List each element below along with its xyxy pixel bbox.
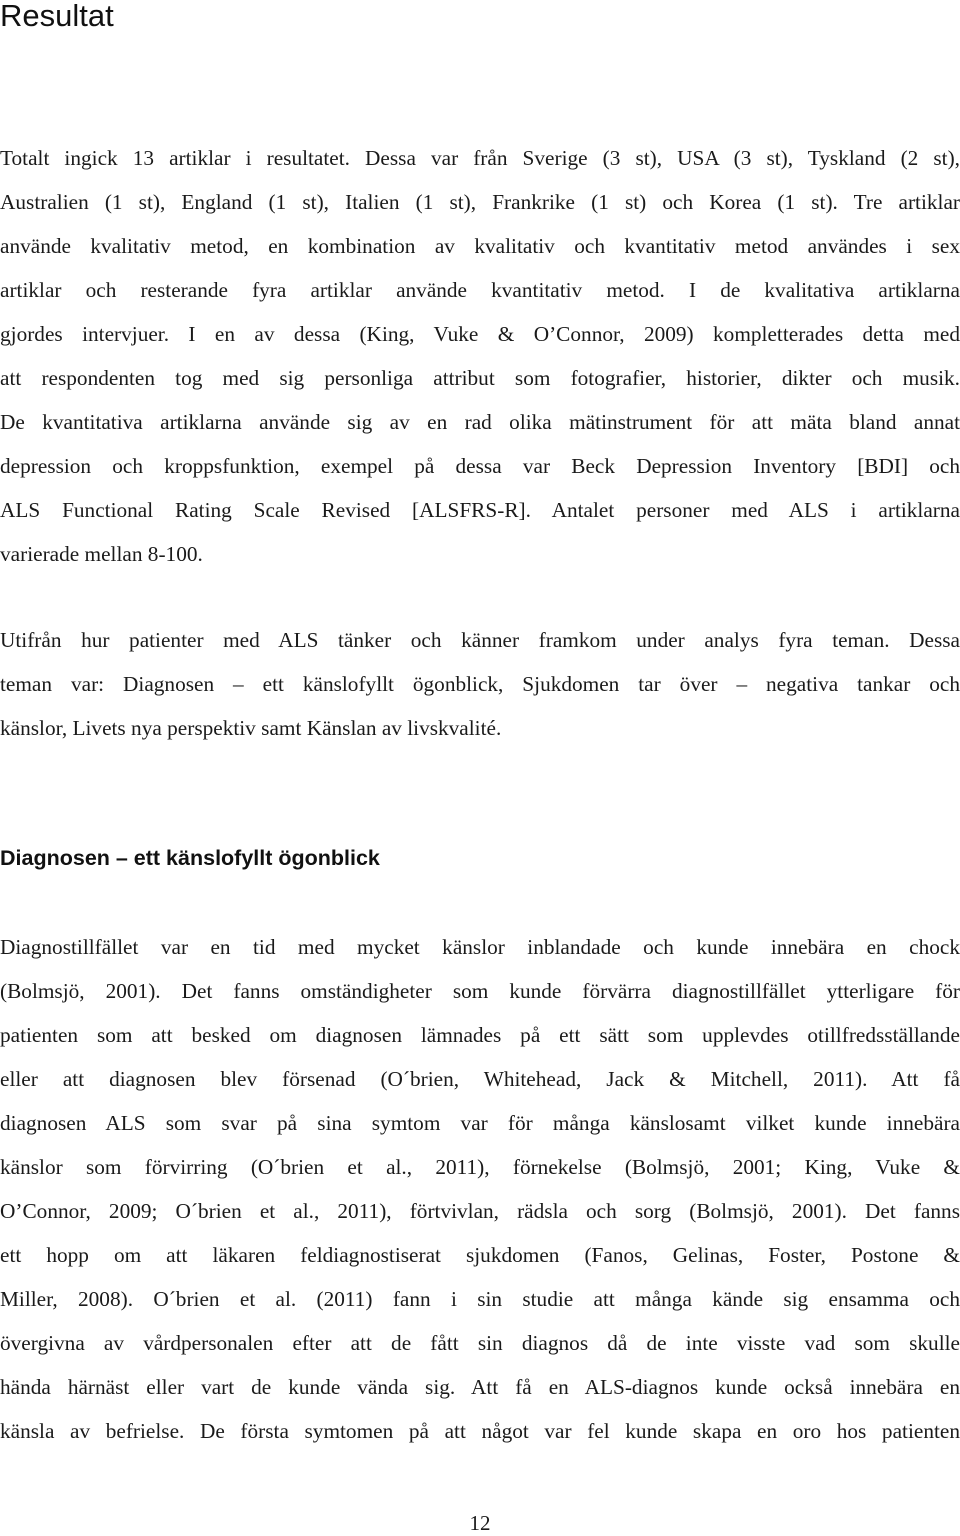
text-line: känslor, Livets nya perspektiv samt Känslan av livskvalité. — [0, 716, 502, 740]
text-line: Miller, 2008). O´brien et al. (2011) fann i sin studie att många kände sig ensamma och — [0, 1287, 960, 1311]
text-line: (Bolmsjö, 2001). Det fanns omständigheter som kunde förvärra diagnostillfället ytterligare för — [0, 979, 960, 1003]
text-line: ett hopp om att läkaren feldiagnostiserat sjukdomen (Fanos, Gelinas, Foster, Postone & — [0, 1243, 960, 1267]
text-line: gjordes intervjuer. I en av dessa (King, Vuke & O’Connor, 2009) kompletterades detta med — [0, 322, 960, 346]
text-line: depression och kroppsfunktion, exempel på dessa var Beck Depression Inventory [BDI] och — [0, 454, 960, 478]
text-line: patienten som att besked om diagnosen lämnades på ett sätt som upplevdes otillfredsställande — [0, 1023, 960, 1047]
text-line: övergivna av vårdpersonalen efter att de fått sin diagnos då de inte visste vad som skulle — [0, 1331, 960, 1355]
text-line: varierade mellan 8-100. — [0, 542, 203, 566]
text-line: känslor som förvirring (O´brien et al., 2011), förnekelse (Bolmsjö, 2001; King, Vuke & — [0, 1155, 960, 1179]
text-line: eller att diagnosen blev försenad (O´brien, Whitehead, Jack & Mitchell, 2011). Att få — [0, 1067, 960, 1091]
text-line: De kvantitativa artiklarna använde sig av en rad olika mätinstrument för att mäta bland annat — [0, 410, 960, 434]
text-line: teman var: Diagnosen – ett känslofyllt ögonblick, Sjukdomen tar över – negativa tankar och — [0, 672, 960, 696]
themes-paragraph — [0, 618, 960, 750]
diagnosis-paragraph — [0, 925, 960, 1453]
page-number: 12 — [469, 1511, 491, 1535]
intro-paragraph — [0, 136, 960, 576]
section-title: Resultat — [0, 0, 114, 33]
text-line: ALS Functional Rating Scale Revised [ALSFRS-R]. Antalet personer med ALS i artiklarna — [0, 498, 960, 522]
subsection-heading: Diagnosen – ett känslofyllt ögonblick — [0, 846, 380, 870]
text-line: känsla av befrielse. De första symtomen på att något var fel kunde skapa en oro hos patienten — [0, 1419, 960, 1443]
text-line: O’Connor, 2009; O´brien et al., 2011), förtvivlan, rädsla och sorg (Bolmsjö, 2001). Det fanns — [0, 1199, 960, 1223]
text-line: Totalt ingick 13 artiklar i resultatet. Dessa var från Sverige (3 st), USA (3 st), Tyskland (2 st), — [0, 146, 960, 170]
text-line: använde kvalitativ metod, en kombination av kvalitativ och kvantitativ metod användes i sex — [0, 234, 960, 258]
text-line: Utifrån hur patienter med ALS tänker och känner framkom under analys fyra teman. Dessa — [0, 628, 960, 652]
text-line: att respondenten tog med sig personliga attribut som fotografier, historier, dikter och musik. — [0, 366, 960, 390]
text-line: artiklar och resterande fyra artiklar använde kvantitativ metod. I de kvalitativa artiklarna — [0, 278, 960, 302]
text-line: Australien (1 st), England (1 st), Italien (1 st), Frankrike (1 st) och Korea (1 st). Tre artiklar — [0, 190, 960, 214]
text-line: diagnosen ALS som svar på sina symtom var för många känslosamt vilket kunde innebära — [0, 1111, 960, 1135]
text-line: hända härnäst eller vart de kunde vända sig. Att få en ALS-diagnos kunde också innebära en — [0, 1375, 960, 1399]
text-line: Diagnostillfället var en tid med mycket känslor inblandade och kunde innebära en chock — [0, 935, 960, 959]
